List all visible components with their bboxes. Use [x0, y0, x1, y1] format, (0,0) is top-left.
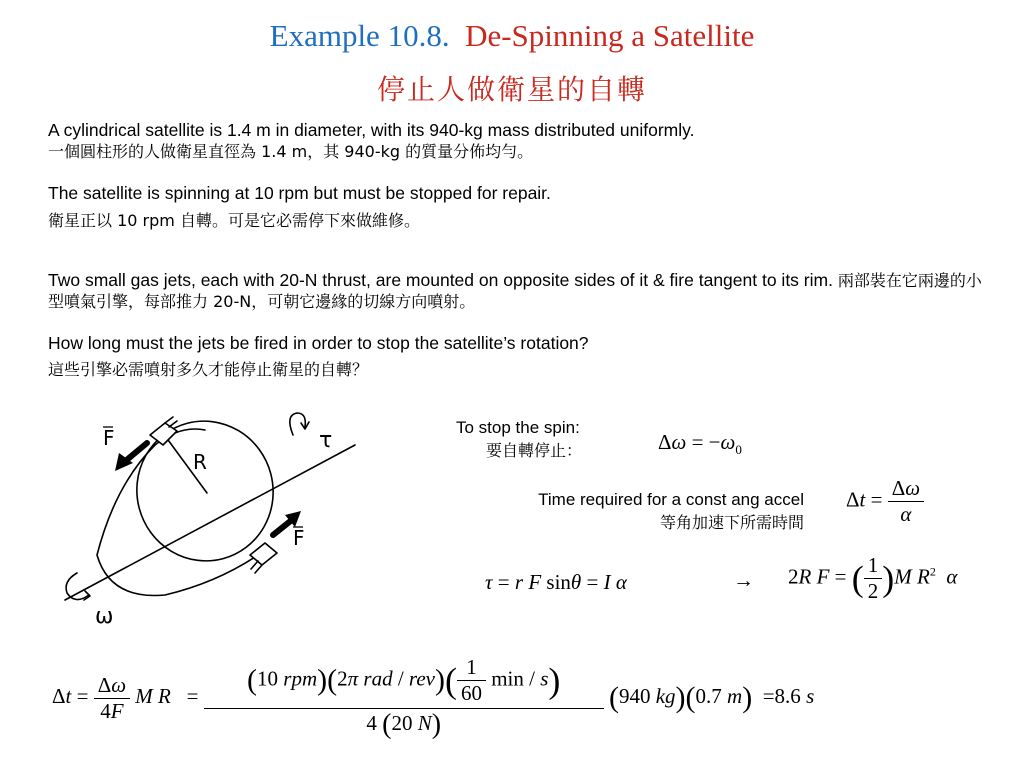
top-gas-jet — [150, 423, 177, 445]
omega-label: ω — [95, 604, 114, 629]
time-required-chinese: 等角加速下所需時間 — [659, 513, 804, 532]
bottom-force-arrow — [273, 519, 293, 535]
title-chinese: 停止人做衛星的自轉 — [376, 73, 647, 106]
equation-2RF: 2R F = ( $\frac{1}{2}$ )M $R^2$ α — [788, 553, 958, 603]
implies-arrow: → — [733, 568, 754, 592]
omega-curl-arrow — [66, 573, 89, 600]
stop-spin-label — [456, 418, 582, 461]
time-required-english: Time required for a const ang accel — [538, 490, 804, 509]
problem-paragraph-4 — [48, 333, 988, 380]
stop-spin-english: To stop the spin: — [456, 418, 580, 437]
title-example-number: Example 10.8. — [269, 18, 450, 53]
equation-delta-t: Δt = $\frac{\Delta\omega}{\alpha}$ — [846, 476, 924, 527]
problem-4-chinese: 這些引擎必需噴射多久才能停止衛星的自轉？ — [48, 360, 369, 379]
problem-2-english: The satellite is spinning at 10 rpm but must be stopped for repair. — [48, 183, 551, 203]
title-subject: De-Spinning a Satellite — [465, 18, 755, 53]
rotation-axis-line — [65, 445, 355, 600]
problem-2-chinese: 衛星正以 10 rpm 自轉。可是它必需停下來做維修。 — [48, 211, 420, 230]
equation-final: Δt = $\frac{\Delta\omega}{4F}$ M R = (10 rpm)(2π rad / rev)( $\frac{1}{60}$ min / s) 4 (20 N) (940 kg)(0.7 m) =8.6 s — [52, 655, 815, 740]
time-required-label — [437, 490, 804, 533]
problem-paragraph-2 — [48, 183, 988, 231]
problem-paragraph-1 — [48, 120, 988, 162]
problem-3-chinese: 兩部裝在它兩邊的小型噴氣引擎，每部推力 20-N，可朝它邊緣的切線方向噴射。 — [48, 271, 982, 311]
problem-paragraph-3 — [48, 270, 988, 312]
problem-1-english: A cylindrical satellite is 1.4 m in diameter, with its 940-kg mass distributed uniformly. — [48, 120, 695, 140]
torque-label: τ — [319, 428, 333, 453]
slide-title — [0, 18, 1024, 54]
problem-3-english: Two small gas jets, each with 20-N thrust, are mounted on opposite sides of it & fire tangent to its rim. — [48, 270, 833, 290]
torque-curl-arrow — [290, 413, 306, 435]
equation-delta-omega: $\Delta\omega = -\omega_0$ — [658, 430, 742, 458]
radius-label: R — [193, 450, 207, 474]
bottom-gas-jet — [250, 543, 277, 565]
problem-4-english: How long must the jets be fired in order to stop the satellite’s rotation? — [48, 333, 589, 353]
stop-spin-chinese: 要自轉停止： — [486, 441, 583, 460]
bottom-force-label: F — [293, 526, 305, 550]
satellite-diagram — [55, 405, 375, 635]
equation-torque: τ = r F sinθ = I α — [485, 570, 627, 594]
top-force-label: F — [103, 426, 115, 450]
problem-1-chinese: 一個圓柱形的人做衛星直徑為 1.4 m，其 940-kg 的質量分佈均勻。 — [48, 142, 534, 161]
